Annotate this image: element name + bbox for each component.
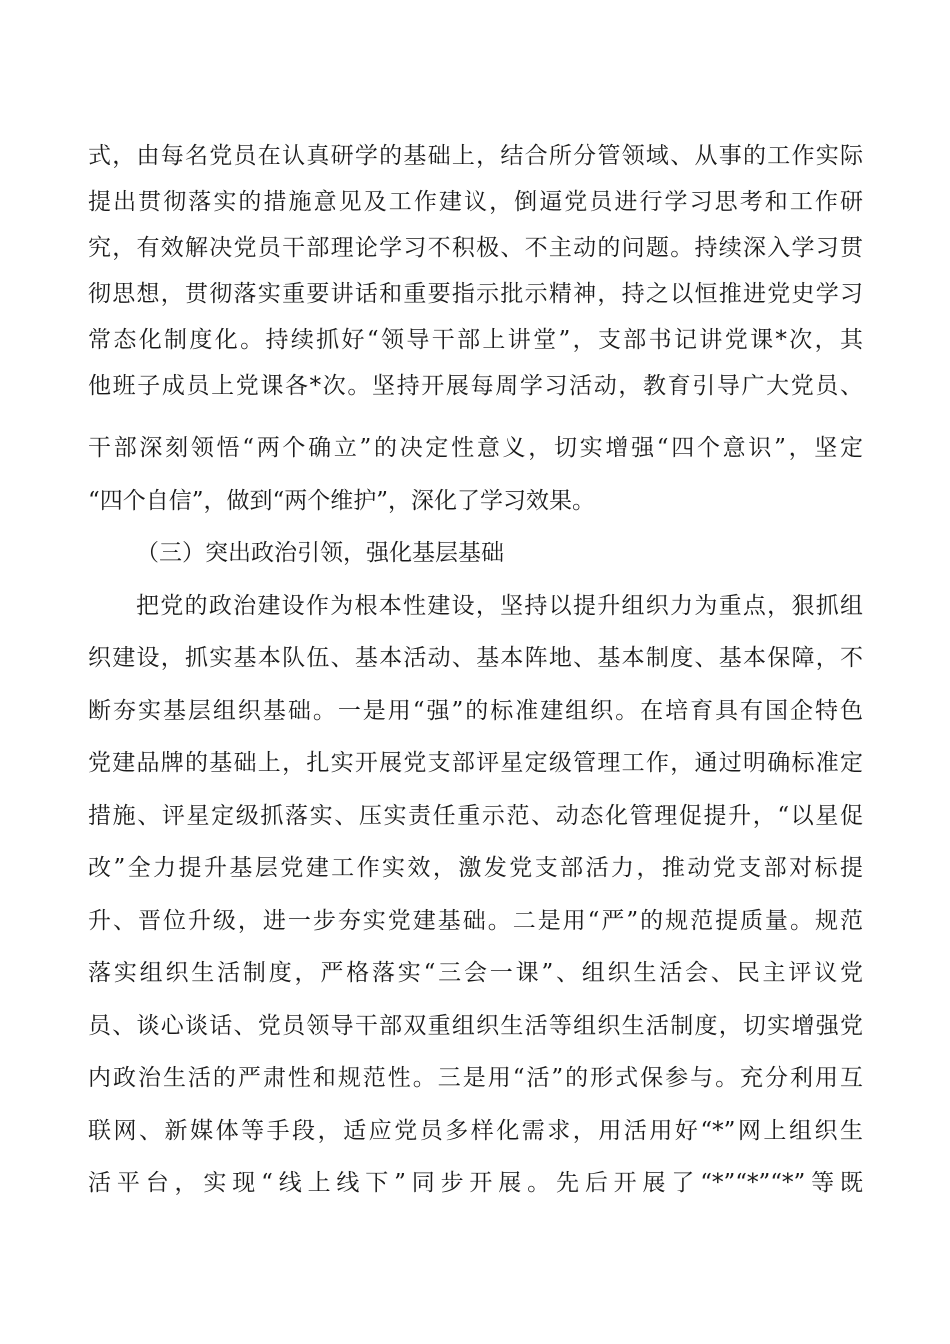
paragraph-2-line-5: 措施、评星定级抓落实、压实责任重示范、动态化管理促提升，“以星促 [88, 803, 863, 829]
paragraph-1-line-1: 式，由每名党员在认真研学的基础上，结合所分管领域、从事的工作实际 [88, 143, 863, 169]
paragraph-2-line-11: 联网、新媒体等手段，适应党员多样化需求，用活用好“*”网上组织生 [88, 1118, 863, 1144]
paragraph-1-line-5: 常态化制度化。持续抓好“领导干部上讲堂”，支部书记讲党课*次，其 [88, 327, 863, 353]
paragraph-1-line-3: 究，有效解决党员干部理论学习不积极、不主动的问题。持续深入学习贯 [88, 235, 863, 261]
paragraph-1-line-2: 提出贯彻落实的措施意见及工作建议，倒逼党员进行学习思考和工作研 [88, 189, 863, 215]
paragraph-1-line-6: 他班子成员上党课各*次。坚持开展每周学习活动，教育引导广大党员、 [88, 373, 863, 399]
paragraph-2-line-1: 把党的政治建设作为根本性建设，坚持以提升组织力为重点，狠抓组 [136, 593, 863, 619]
paragraph-2-line-3: 断夯实基层组织基础。一是用“强”的标准建组织。在培育具有国企特色 [88, 698, 863, 724]
paragraph-2-line-9: 员、谈心谈话、党员领导干部双重组织生活等组织生活制度，切实增强党 [88, 1013, 863, 1039]
paragraph-2-line-2: 织建设，抓实基本队伍、基本活动、基本阵地、基本制度、基本保障，不 [88, 645, 863, 671]
paragraph-2-line-12: 活平台，实现“线上线下”同步开展。先后开展了“*”“*”“*”等既 [88, 1170, 863, 1196]
paragraph-1-line-8: “四个自信”，做到“两个维护”，深化了学习效果。 [88, 488, 596, 514]
paragraph-1-line-4: 彻思想，贯彻落实重要讲话和重要指示批示精神，持之以恒推进党史学习 [88, 281, 863, 307]
paragraph-1-line-7: 干部深刻领悟“两个确立”的决定性意义，切实增强“四个意识”，坚定 [88, 435, 863, 461]
paragraph-2-line-4: 党建品牌的基础上，扎实开展党支部评星定级管理工作，通过明确标准定 [88, 750, 863, 776]
paragraph-2-line-7: 升、晋位升级，进一步夯实党建基础。二是用“严”的规范提质量。规范 [88, 908, 863, 934]
paragraph-2-line-6: 改”全力提升基层党建工作实效，激发党支部活力，推动党支部对标提 [88, 855, 863, 881]
paragraph-2-line-8: 落实组织生活制度，严格落实“三会一课”、组织生活会、民主评议党 [88, 960, 863, 986]
paragraph-2-line-10: 内政治生活的严肃性和规范性。三是用“活”的形式保参与。充分利用互 [88, 1065, 863, 1091]
section-heading: （三）突出政治引领，强化基层基础 [136, 540, 504, 566]
